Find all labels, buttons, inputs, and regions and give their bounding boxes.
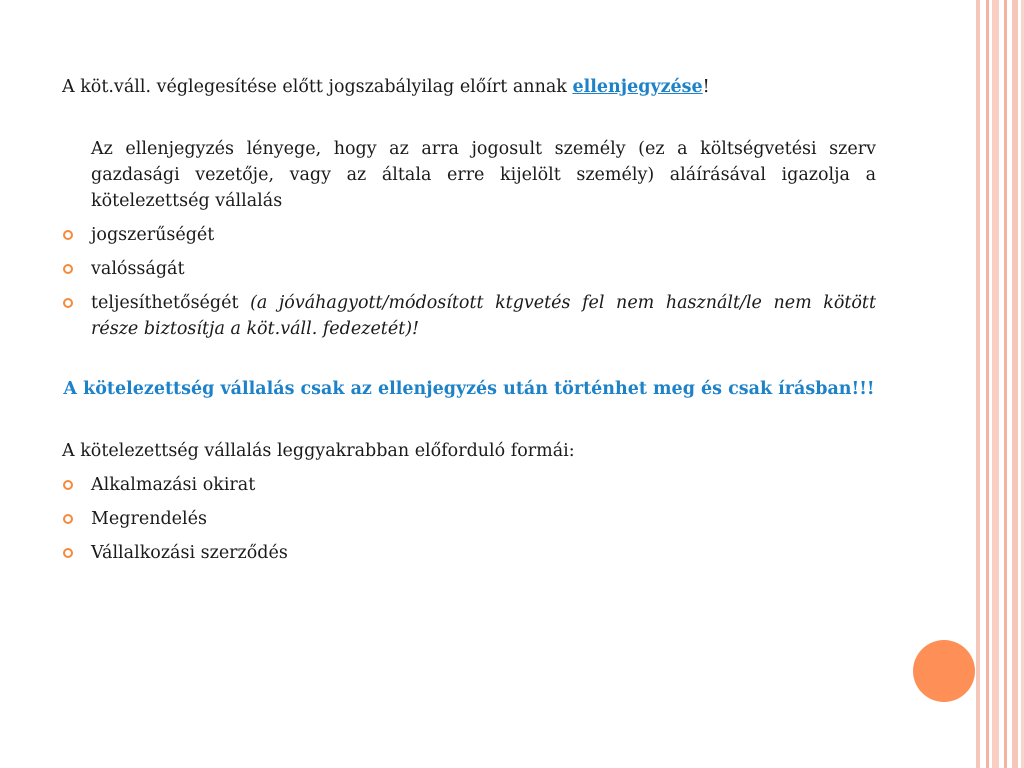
stripe	[992, 0, 999, 768]
list-item	[62, 506, 876, 532]
list-item	[62, 472, 876, 498]
slide-content	[62, 74, 876, 574]
bullet-circle-icon	[63, 264, 73, 274]
list-item	[62, 540, 876, 566]
highlight-statement: A kötelezettség vállalás csak az ellenjegyzés után történhet meg és csak írásban!!!	[63, 379, 875, 399]
ellenjegyzese-link[interactable]: ellenjegyzése	[572, 77, 703, 97]
list-item	[62, 256, 876, 282]
bullet-circle-icon	[63, 298, 73, 308]
decorative-stripes	[976, 0, 1024, 768]
bullet-circle-icon	[63, 548, 73, 558]
decorative-circle	[913, 640, 975, 702]
forms-heading: A kötelezettség vállalás leggyakrabban előforduló formái:	[62, 441, 575, 461]
bullet-circle-icon	[63, 230, 73, 240]
criteria-list	[62, 222, 876, 342]
intro-text: A köt.váll. véglegesítése előtt jogszabályilag előírt annak	[62, 77, 573, 97]
criteria-label: teljesíthetőségét	[91, 293, 251, 313]
form-label: Alkalmazási okirat	[91, 475, 256, 495]
form-label: Vállalkozási szerződés	[91, 543, 288, 563]
form-label: Megrendelés	[91, 509, 207, 529]
bullet-circle-icon	[63, 480, 73, 490]
criteria-label: jogszerűségét	[91, 225, 215, 245]
bullet-circle-icon	[63, 514, 73, 524]
forms-list	[62, 472, 876, 566]
stripe	[986, 0, 989, 768]
list-item	[62, 222, 876, 248]
intro-suffix: !	[702, 77, 710, 97]
stripe	[976, 0, 980, 768]
stripe	[1004, 0, 1007, 768]
criteria-label: valósságát	[91, 259, 185, 279]
criteria-note: (a jóváhagyott/módosított ktgvetés fel nem használt/le nem kötött része biztosítja a köt.váll. fedezetét)!	[91, 293, 876, 339]
definition-paragraph: Az ellenjegyzés lényege, hogy az arra jogosult személy (ez a költségvetési szerv gazdasági vezetője, vagy az általa erre kijelölt személy) aláírásával igazolja a kötelezettség vállalás	[91, 139, 876, 211]
stripe	[1012, 0, 1018, 768]
list-item	[62, 290, 876, 342]
intro-paragraph	[62, 74, 876, 100]
